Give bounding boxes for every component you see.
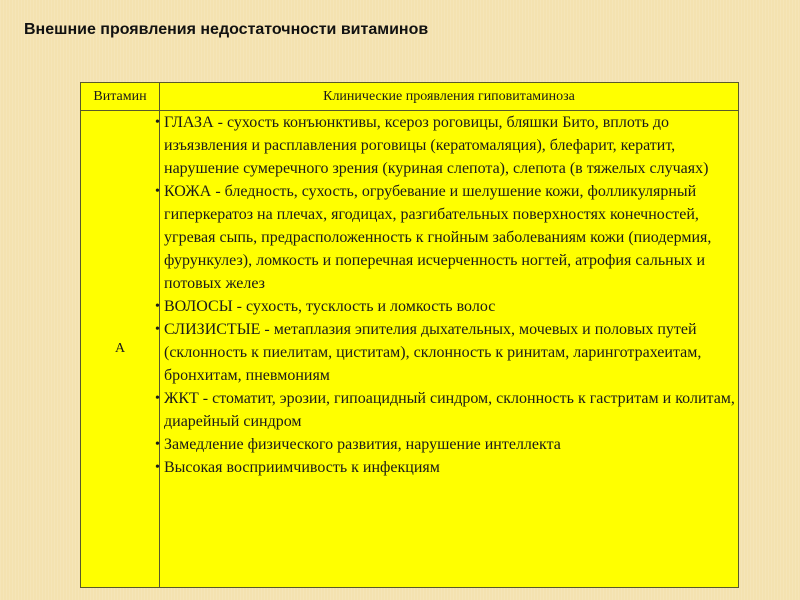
table-header-row xyxy=(81,83,739,111)
header-manifestations: Клинические проявления гиповитаминоза xyxy=(160,83,739,111)
list-item xyxy=(155,433,738,456)
list-item xyxy=(155,456,738,479)
table-row xyxy=(81,111,739,588)
bullet-icon: • xyxy=(155,184,160,199)
list-item xyxy=(155,295,738,318)
bullet-icon: • xyxy=(155,437,160,452)
bullet-icon: • xyxy=(155,460,160,475)
vitamin-table xyxy=(80,82,739,588)
list-item-text: СЛИЗИСТЫЕ - метаплазия эпителия дыхательных, мочевых и половых путей (склонность к пиелитам, циститам), склонность к ринитам, ларинготрахеитам, бронхитам, пневмониям xyxy=(164,321,702,384)
header-vitamin: Витамин xyxy=(81,83,160,111)
list-item-text: ЖКТ - стоматит, эрозии, гипоацидный синдром, склонность к гастритам и колитам, диарейный синдром xyxy=(164,390,735,430)
list-item xyxy=(155,318,738,387)
bullet-icon: • xyxy=(155,115,160,130)
list-item xyxy=(155,111,738,180)
list-item xyxy=(155,180,738,295)
bullet-icon: • xyxy=(155,299,160,314)
bullet-icon: • xyxy=(155,391,160,406)
list-item-text: ГЛАЗА - сухость конъюнктивы, ксероз роговицы, бляшки Бито, вплоть до изъязвления и расплавления роговицы (кератомаляция), блефарит, кератит, нарушение сумеречного зрения (куриная слепота), слепота (в тяжелых случаях) xyxy=(164,114,709,177)
list-item-text: ВОЛОСЫ - сухость, тусклость и ломкость волос xyxy=(164,298,496,315)
list-item-text: Высокая восприимчивость к инфекциям xyxy=(164,459,440,476)
list-item xyxy=(155,387,738,433)
manifestations-cell xyxy=(155,111,739,588)
bullet-icon: • xyxy=(155,322,160,337)
manifestations-list xyxy=(155,111,738,479)
list-item-text: Замедление физического развития, нарушение интеллекта xyxy=(164,436,561,453)
slide-title: Внешние проявления недостаточности витаминов xyxy=(24,21,429,38)
vitamin-name-cell: A xyxy=(81,111,160,588)
list-item-text: КОЖА - бледность, сухость, огрубевание и шелушение кожи, фолликулярный гиперкератоз на плечах, ягодицах, разгибательных поверхностях конечностей, угревая сыпь, предрасположенность к гнойным заболеваниям кожи (пиодермия, фурункулез), ломкость и поперечная исчерченность ногтей, атрофия сальных и потовых желез xyxy=(164,183,712,292)
